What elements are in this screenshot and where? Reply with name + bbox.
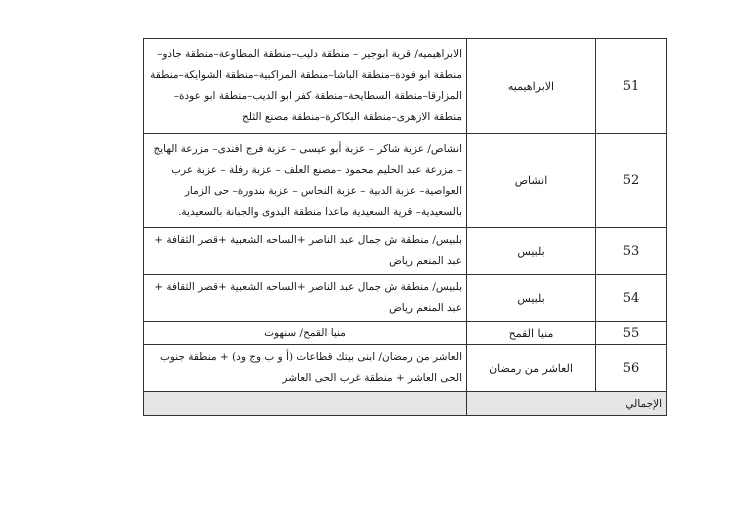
total-row [144, 392, 667, 416]
row-number: 55 [596, 322, 667, 345]
district-areas: منيا القمح/ سنهوت [144, 322, 467, 345]
row-number: 51 [596, 39, 667, 134]
total-value-cell [144, 392, 467, 416]
table-row [144, 345, 667, 392]
row-number: 52 [596, 134, 667, 228]
table-row [144, 134, 667, 228]
district-areas: بلبيس/ منطقة ش جمال عبد الناصر +الساحه الشعبية +قصر الثقافة + عبد المنعم رياض [144, 228, 467, 275]
row-number: 56 [596, 345, 667, 392]
district-name: انشاص [467, 134, 596, 228]
row-number: 53 [596, 228, 667, 275]
total-label: الإجمالي [467, 392, 667, 416]
table-row [144, 39, 667, 134]
row-number: 54 [596, 275, 667, 322]
district-areas: انشاص/ عزبة شاكر – عزبة أبو عيسى – عزبة فرج افندى– مزرعة الهايج – مزرعة عبد الحليم محمود –مصنع العلف – عزبة رفلة – عزبة عرب العواصية– عزبة الدبية – عزبة النحاس – عزبة بندورة– حى الزمار بالسعيدية– قرية السعيدية ماعدا منطقة البدوى والجبانة بالسعيدية. [144, 134, 467, 228]
table-row [144, 228, 667, 275]
district-name: العاشر من رمضان [467, 345, 596, 392]
districts-table [143, 38, 667, 416]
table-row [144, 322, 667, 345]
district-areas: العاشر من رمضان/ ابنى بيتك قطاعات (أ و ب وج ود) + منطقة جنوب الحى العاشر + منطقة غرب الحى العاشر [144, 345, 467, 392]
table-row [144, 275, 667, 322]
district-name: بلبيس [467, 228, 596, 275]
district-name: منيا القمح [467, 322, 596, 345]
district-name: الابراهيميه [467, 39, 596, 134]
district-areas: بلبيس/ منطقة ش جمال عبد الناصر +الساحه الشعبية +قصر الثقافة + عبد المنعم رياض [144, 275, 467, 322]
district-name: بلبيس [467, 275, 596, 322]
district-areas: الابراهيميه/ قرية ابوجير – منطقة دليب–منطقة المطاوعة–منطقة جادو–منطقة ابو فودة–منطقة الباشا–منطقة المراكبية–منطقة الشوايكة–منطقة المزارقا–منطقة السطايحة–منطقة كفر ابو الديب–منطقة ابو عودة–منطقة الازهرى–منطقة البكاكرة–منطقة مصنع الثلج [144, 39, 467, 134]
